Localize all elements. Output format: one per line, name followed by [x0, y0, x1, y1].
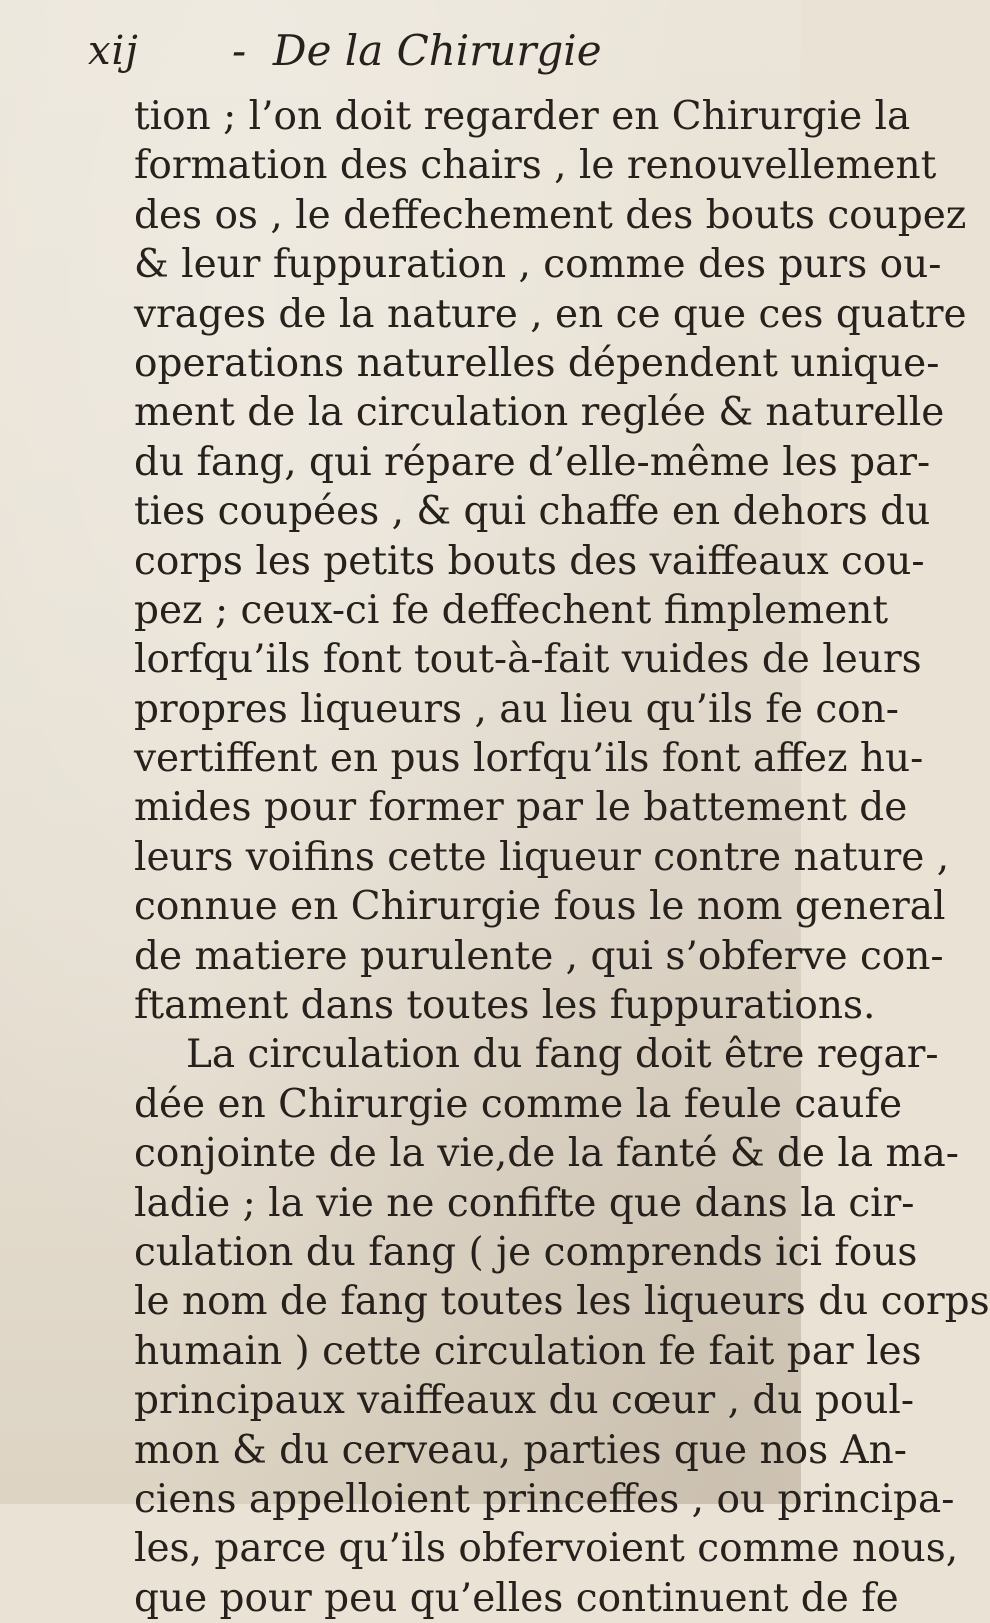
text-line: que pour peu qu’elles continuent de fe [134, 1575, 899, 1621]
text-line: tion ; l’on doit regarder en Chirurgie la [134, 94, 911, 139]
text-line: vertiffent en pus lorfqu’ils font affez hu- [134, 736, 924, 782]
text-line: ciens appelloient princeffes , ou principa- [134, 1476, 955, 1522]
text-line: ladie ; la vie ne confifte que dans la cir- [134, 1180, 915, 1226]
text-line: lorfqu’ils font tout-à-fait vuides de leurs [134, 637, 922, 683]
text-line: de matiere purulente , qui s’obferve con- [134, 933, 944, 979]
text-line: dée en Chirurgie comme la feule caufe [134, 1081, 903, 1127]
text-line: formation des chairs , le renouvellement [134, 143, 937, 189]
text-line: ment de la circulation reglée & naturelle [134, 390, 945, 436]
text-line: principaux vaiffeaux du cœur , du poul- [134, 1378, 915, 1424]
text-line: propres liqueurs , au lieu qu’ils fe con- [134, 686, 899, 732]
text-line: pez ; ceux-ci fe deffechent fimplement [134, 587, 889, 633]
text-line: ties coupées , & qui chaffe en dehors du [134, 489, 931, 535]
text-line: connue en Chirurgie fous le nom general [134, 884, 946, 930]
page-number: xij [88, 28, 139, 74]
text-line: operations naturelles dépendent unique- [134, 340, 940, 386]
text-line: mides pour former par le battement de [134, 785, 908, 831]
paragraph-start-line: La circulation du fang doit être regar- [186, 1032, 939, 1078]
running-title: - De la Chirurgie [232, 26, 602, 75]
text-line: conjointe de la vie,de la fanté & de la ma- [134, 1131, 959, 1177]
body-text [134, 92, 990, 1623]
text-line: vrages de la nature , en ce que ces quatre [134, 291, 967, 337]
text-line: mon & du cerveau, parties que nos An- [134, 1427, 907, 1473]
text-line: des os , le deffechement des bouts coupez [134, 192, 967, 238]
text-line: le nom de fang toutes les liqueurs du corps [134, 1279, 990, 1325]
text-line: ftament dans toutes les fuppurations. [134, 983, 876, 1029]
text-line: du fang, qui répare d’elle-même les par- [134, 439, 931, 485]
text-line: humain ) cette circulation fe fait par les [134, 1328, 922, 1374]
text-line: leurs voifins cette liqueur contre nature , [134, 834, 950, 880]
text-line: corps les petits bouts des vaiffeaux cou- [134, 538, 925, 584]
text-line: & leur fuppuration , comme des purs ou- [134, 242, 942, 288]
page-header [88, 22, 728, 82]
text-line: culation du fang ( je comprends ici fous [134, 1229, 918, 1275]
text-line: les, parce qu’ils obfervoient comme nous, [134, 1526, 959, 1572]
